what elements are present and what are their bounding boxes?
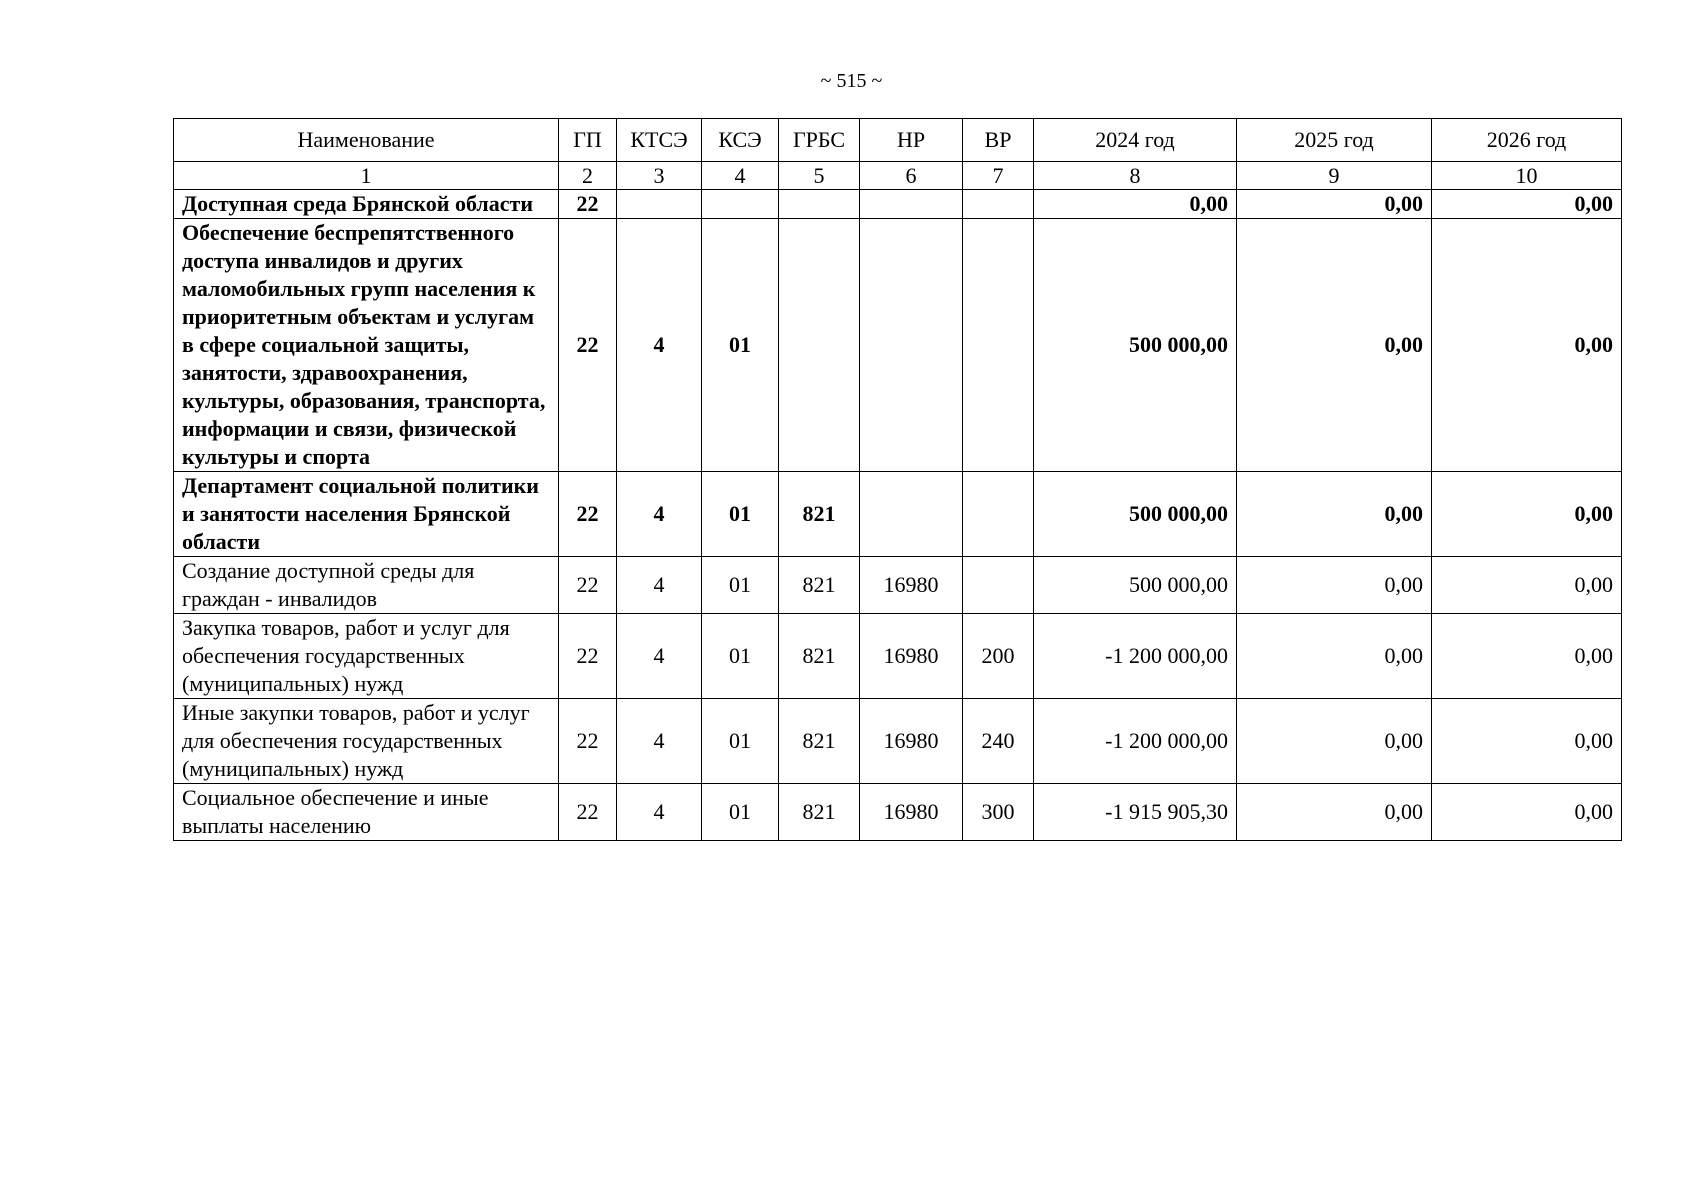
row-ktse: 4 [617,472,702,557]
row-nr [860,190,963,219]
row-ktse: 4 [617,699,702,784]
row-grbs: 821 [779,557,860,614]
row-grbs [779,190,860,219]
row-name: Иные закупки товаров, работ и услуг для обеспечения государственных (муниципальных) нужд [174,699,559,784]
column-number: 2 [559,162,617,190]
row-gp: 22 [559,699,617,784]
row-vr: 200 [963,614,1034,699]
row-kse: 01 [702,614,779,699]
header-nr: НР [860,119,963,162]
row-amount-2026: 0,00 [1432,190,1622,219]
column-number: 6 [860,162,963,190]
header-kse: КСЭ [702,119,779,162]
table-row [174,472,1622,557]
row-nr [860,472,963,557]
column-number: 4 [702,162,779,190]
row-grbs [779,219,860,472]
row-name: Закупка товаров, работ и услуг для обеспечения государственных (муниципальных) нужд [174,614,559,699]
row-amount-2026: 0,00 [1432,472,1622,557]
row-ktse: 4 [617,557,702,614]
row-name: Социальное обеспечение и иные выплаты населению [174,784,559,841]
row-amount-2026: 0,00 [1432,784,1622,841]
row-grbs: 821 [779,784,860,841]
row-amount-2024: -1 915 905,30 [1034,784,1237,841]
table-row [174,190,1622,219]
table-body [174,162,1622,841]
budget-table [173,118,1622,841]
header-grbs: ГРБС [779,119,860,162]
row-grbs: 821 [779,699,860,784]
row-name: Доступная среда Брянской области [174,190,559,219]
row-nr: 16980 [860,784,963,841]
row-amount-2025: 0,00 [1237,784,1432,841]
column-number: 10 [1432,162,1622,190]
header-2024: 2024 год [1034,119,1237,162]
row-grbs: 821 [779,614,860,699]
row-kse: 01 [702,784,779,841]
header-row [174,119,1622,162]
row-amount-2025: 0,00 [1237,614,1432,699]
row-name: Департамент социальной политики и занятости населения Брянской области [174,472,559,557]
table-row [174,219,1622,472]
row-amount-2025: 0,00 [1237,219,1432,472]
row-nr [860,219,963,472]
row-vr [963,219,1034,472]
row-amount-2026: 0,00 [1432,614,1622,699]
header-name: Наименование [174,119,559,162]
row-amount-2026: 0,00 [1432,699,1622,784]
row-ktse: 4 [617,784,702,841]
row-ktse [617,190,702,219]
table-row [174,614,1622,699]
row-name: Обеспечение беспрепятственного доступа инвалидов и других маломобильных групп населения к приоритетным объектам и услугам в сфере социальной защиты, занятости, здравоохранения, культуры, образования, транспорта, информации и связи, физической культуры и спорта [174,219,559,472]
row-vr: 300 [963,784,1034,841]
column-number: 5 [779,162,860,190]
header-2026: 2026 год [1432,119,1622,162]
row-kse: 01 [702,557,779,614]
row-kse: 01 [702,699,779,784]
table-row [174,784,1622,841]
row-kse [702,190,779,219]
header-gp: ГП [559,119,617,162]
row-name: Создание доступной среды для граждан - инвалидов [174,557,559,614]
row-amount-2024: 500 000,00 [1034,472,1237,557]
row-vr: 240 [963,699,1034,784]
column-number-row [174,162,1622,190]
row-amount-2025: 0,00 [1237,557,1432,614]
row-gp: 22 [559,784,617,841]
row-vr [963,472,1034,557]
row-amount-2026: 0,00 [1432,557,1622,614]
row-nr: 16980 [860,614,963,699]
row-amount-2024: -1 200 000,00 [1034,699,1237,784]
row-vr [963,190,1034,219]
column-number: 3 [617,162,702,190]
row-amount-2025: 0,00 [1237,699,1432,784]
header-2025: 2025 год [1237,119,1432,162]
row-vr [963,557,1034,614]
column-number: 1 [174,162,559,190]
row-nr: 16980 [860,557,963,614]
row-gp: 22 [559,472,617,557]
table-header [174,119,1622,162]
row-amount-2024: 0,00 [1034,190,1237,219]
row-grbs: 821 [779,472,860,557]
row-gp: 22 [559,614,617,699]
row-amount-2025: 0,00 [1237,472,1432,557]
column-number: 7 [963,162,1034,190]
row-kse: 01 [702,472,779,557]
column-number: 9 [1237,162,1432,190]
row-amount-2024: -1 200 000,00 [1034,614,1237,699]
row-amount-2025: 0,00 [1237,190,1432,219]
row-ktse: 4 [617,614,702,699]
row-amount-2024: 500 000,00 [1034,557,1237,614]
row-gp: 22 [559,557,617,614]
row-amount-2026: 0,00 [1432,219,1622,472]
page-number: ~ 515 ~ [820,70,883,92]
header-ktse: КТСЭ [617,119,702,162]
row-gp: 22 [559,190,617,219]
row-gp: 22 [559,219,617,472]
row-amount-2024: 500 000,00 [1034,219,1237,472]
row-kse: 01 [702,219,779,472]
table-row [174,557,1622,614]
table-row [174,699,1622,784]
row-ktse: 4 [617,219,702,472]
header-vr: ВР [963,119,1034,162]
row-nr: 16980 [860,699,963,784]
column-number: 8 [1034,162,1237,190]
